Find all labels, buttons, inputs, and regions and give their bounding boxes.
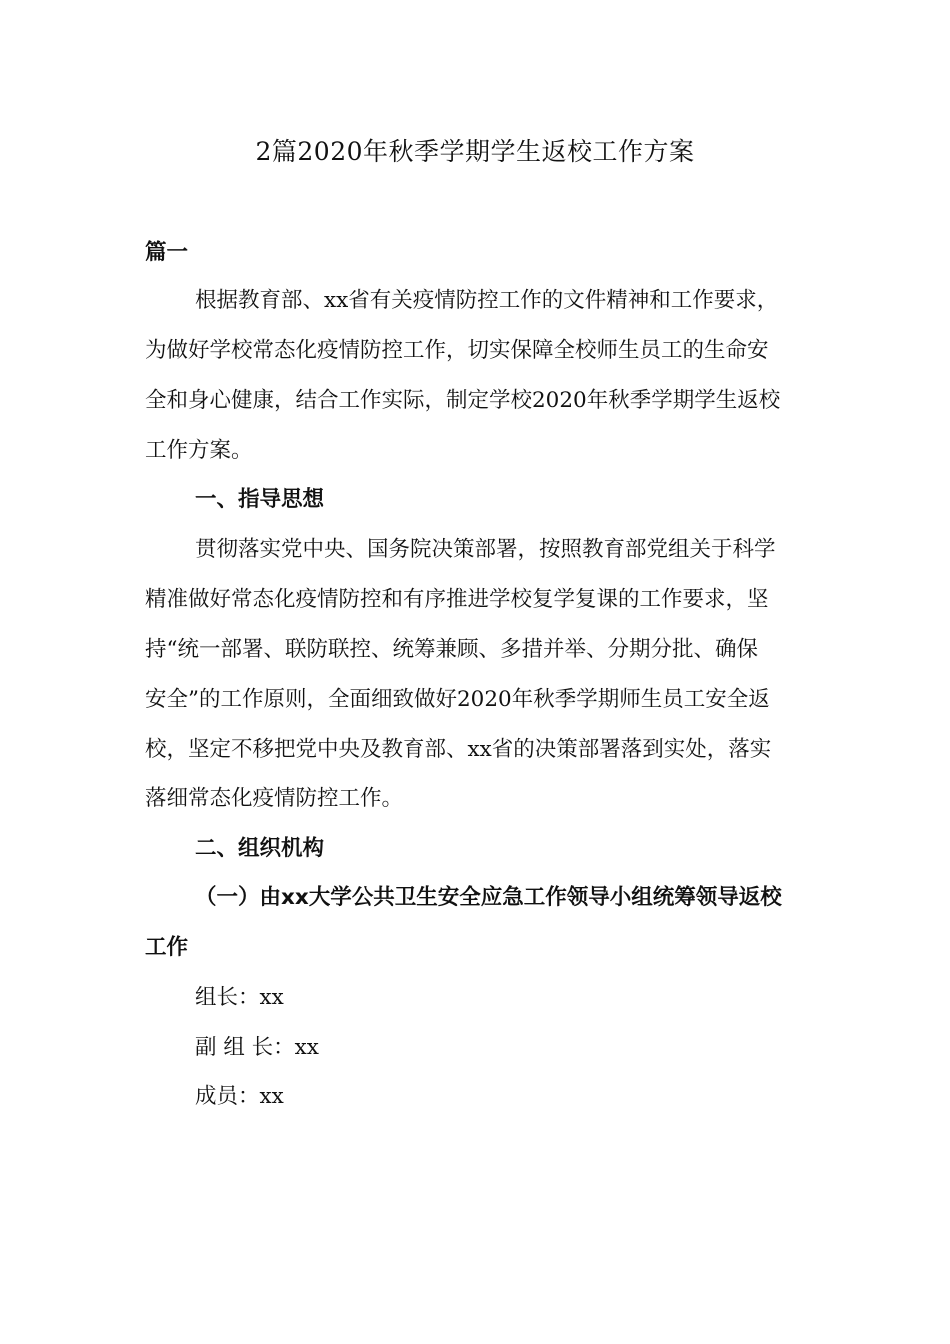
guiding-line: 精准做好常态化疫情防控和有序推进学校复学复课的工作要求，坚 bbox=[145, 587, 769, 612]
heading-guiding-thought: 一、指导思想 bbox=[195, 487, 325, 512]
intro-line: 根据教育部、xx省有关疫情防控工作的文件精神和工作要求， bbox=[195, 288, 779, 313]
section-label: 篇一 bbox=[145, 240, 189, 265]
sub-heading-line: 工作 bbox=[145, 935, 189, 960]
intro-line: 全和身心健康，结合工作实际，制定学校2020年秋季学期学生返校 bbox=[145, 388, 781, 413]
member-leader: 组长：xx bbox=[195, 985, 284, 1010]
member-members: 成员：xx bbox=[195, 1084, 284, 1109]
intro-line: 工作方案。 bbox=[145, 438, 253, 463]
intro-line: 为做好学校常态化疫情防控工作，切实保障全校师生员工的生命安 bbox=[145, 338, 769, 363]
heading-organization: 二、组织机构 bbox=[195, 836, 325, 861]
guiding-line: 安全”的工作原则，全面细致做好2020年秋季学期师生员工安全返 bbox=[145, 687, 770, 712]
guiding-line: 校，坚定不移把党中央及教育部、xx省的决策部署落到实处，落实 bbox=[145, 737, 772, 762]
sub-heading-line: （一）由xx大学公共卫生安全应急工作领导小组统筹领导返校 bbox=[195, 885, 782, 910]
document-title: 2篇2020年秋季学期学生返校工作方案 bbox=[255, 137, 695, 166]
member-deputy-leader: 副 组 长：xx bbox=[195, 1035, 319, 1060]
guiding-line: 贯彻落实党中央、国务院决策部署，按照教育部党组关于科学 bbox=[195, 537, 776, 562]
guiding-line: 落细常态化疫情防控工作。 bbox=[145, 786, 404, 811]
guiding-line: 持“统一部署、联防联控、统筹兼顾、多措并举、分期分批、确保 bbox=[145, 637, 758, 662]
